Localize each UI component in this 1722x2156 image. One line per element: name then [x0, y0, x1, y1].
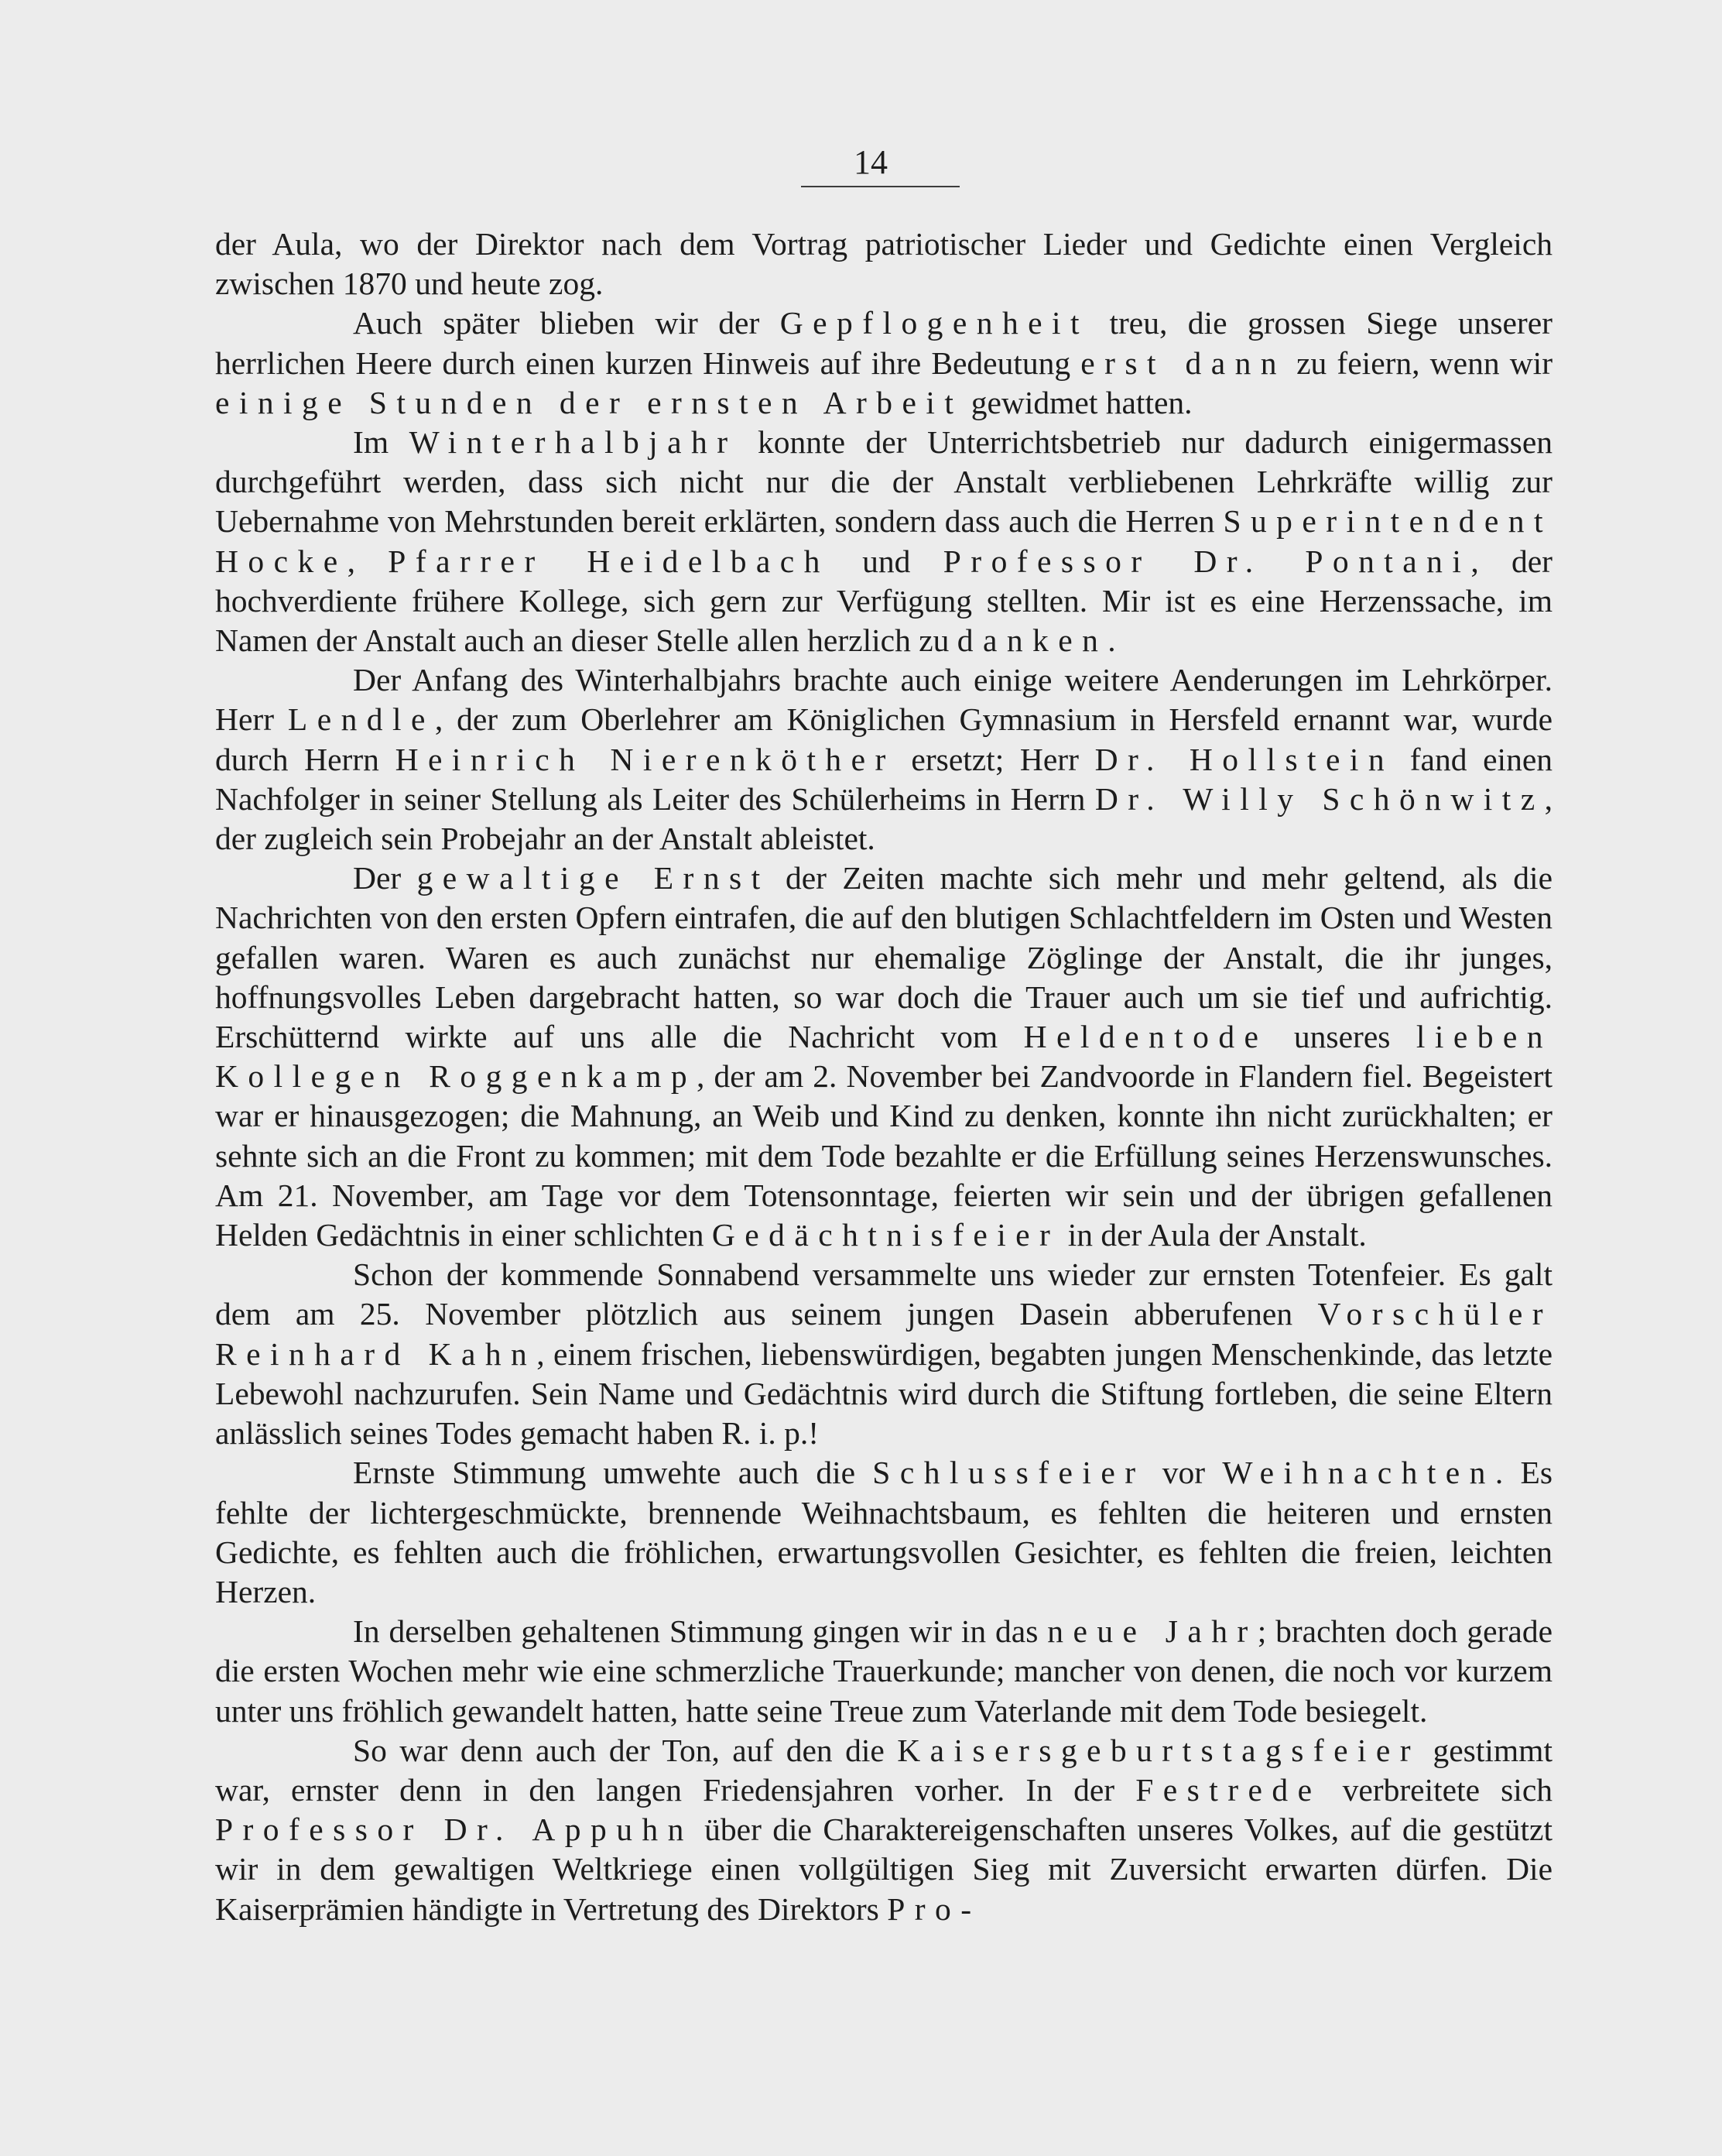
text-run: Der	[353, 860, 417, 896]
spaced-emphasis: erst dann	[1080, 344, 1287, 381]
spaced-emphasis: Gepflogenheit	[779, 305, 1089, 341]
paragraph	[215, 1453, 1553, 1612]
text-run: gestimmt war, ernster denn in den langen Friedensjahren vorher. In der	[215, 1732, 1553, 1808]
text-run: zu feiern, wenn wir	[1286, 344, 1553, 381]
text-run: . Es fehlte der lichtergeschmückte, brennende Weihnachtsbaum, es fehlten die heiteren und ernsten Gedichte, es fehlten auch die fröhlichen, erwartungsvollen Gesichter, es fehlten die freien, leichten Herzen.	[215, 1455, 1553, 1609]
text-run: ; brachten doch gerade die ersten Wochen mehr wie eine schmerzliche Trauerkunde; mancher von denen, die noch vor kurzem unter uns fröhlich gewandelt hatten, hatte seine Treue zum Vaterlande mit dem Tode besiegelt.	[215, 1613, 1553, 1729]
text-run: So war denn auch der Ton, auf den die	[353, 1732, 898, 1768]
spaced-emphasis: Superintendent Hocke	[215, 503, 1553, 579]
spaced-emphasis: einige Stunden der ernsten Arbeit	[215, 384, 964, 420]
text-run: Schon der kommende Sonnabend versammelte uns wieder zur ernsten Totenfeier. Es galt dem am 25. November plötzlich aus seinem jungen Dasein abberufenen	[215, 1256, 1553, 1332]
text-run: verbreitete sich	[1321, 1771, 1553, 1808]
paragraph	[215, 1731, 1553, 1929]
text-run: , der hochverdiente frühere Kollege, sich gern zur Verfügung stellten. Mir ist es eine Herzenssache, im Namen der Anstalt auch an dieser Stelle allen herzlich zu	[215, 543, 1553, 659]
spaced-emphasis: lieben Kollegen Roggenkamp	[215, 1019, 1553, 1095]
text-run: ,	[347, 543, 389, 579]
spaced-emphasis: Schlussfeier	[872, 1455, 1145, 1491]
spaced-emphasis: Heinrich Nierenköther	[395, 741, 895, 777]
spaced-emphasis: Professor Dr. Pontani	[943, 543, 1471, 579]
text-run: und	[829, 543, 943, 579]
spaced-emphasis: Winterhalbjahr	[409, 424, 738, 461]
spaced-emphasis: Weihnachten	[1222, 1455, 1495, 1491]
spaced-emphasis: Pfarrer Heidelbach	[388, 543, 830, 579]
spaced-emphasis: Lendle	[287, 701, 435, 738]
paragraph	[215, 660, 1553, 859]
text-run: .	[1107, 622, 1116, 659]
text-run: über die Charaktereigenschaften unseres Volkes, auf die gestützt wir in dem gewaltigen Weltkriege einen vollgültigen Sieg mit Zuversicht erwarten dürfen. Die Kaiserprämien händigte in Vertretung des Direktors	[215, 1812, 1553, 1927]
body-text	[215, 225, 1553, 1929]
spaced-emphasis: danken	[957, 622, 1108, 659]
text-run: ersetzt; Herr	[895, 741, 1095, 777]
spaced-emphasis: Dr. Hollstein	[1094, 741, 1395, 777]
page-number-rule	[801, 186, 960, 187]
text-run: der Aula, wo der Direktor nach dem Vortrag patriotischer Lieder und Gedichte einen Vergleich zwischen 1870 und heute zog.	[215, 226, 1553, 302]
page-number: 14	[854, 143, 888, 181]
paragraph	[215, 303, 1553, 423]
text-run: vor	[1145, 1455, 1223, 1491]
spaced-emphasis: Festrede	[1135, 1771, 1322, 1808]
text-run: in der Aula der Anstalt.	[1060, 1217, 1367, 1253]
text-run: fand einen Nachfolger in seiner Stellung als Leiter des Schülerheims in Herrn	[215, 741, 1553, 817]
paragraph	[215, 423, 1553, 660]
spaced-emphasis: Kaisersgeburtstagsfeier	[897, 1732, 1421, 1768]
text-run: Ernste Stimmung umwehte auch die	[353, 1455, 873, 1491]
text-run: Auch später blieben wir der	[353, 305, 780, 341]
spaced-emphasis: neue Jahr	[1047, 1613, 1258, 1650]
text-run: , einem frischen, liebenswürdigen, begabten jungen Menschenkinde, das letzte Lebewohl nachzurufen. Sein Name und Gedächtnis wird durch die Stiftung fortleben, die seine Eltern anlässlich seines Todes gemacht haben R. i. p.!	[215, 1335, 1553, 1452]
text-run: , der zum Oberlehrer am Königlichen Gymnasium in Hersfeld ernannt war, wurde durch Herrn	[215, 701, 1553, 777]
text-run: , der zugleich sein Probejahr an der Anstalt ableistet.	[215, 780, 1553, 857]
paragraph	[215, 859, 1553, 1255]
spaced-emphasis: Pro-	[887, 1890, 981, 1927]
text-run: unseres	[1268, 1019, 1416, 1055]
text-run: gewidmet hatten.	[963, 384, 1193, 420]
text-run: konnte der Unterrichtsbetrieb nur dadurch einigermassen durchgeführt werden, dass sich nicht nur die der Anstalt verbliebenen Lehrkräfte willig zur Uebernahme von Mehrstunden bereit erklärten, sondern dass auch die Herren	[215, 424, 1553, 540]
spaced-emphasis: Heldentode	[1023, 1019, 1268, 1055]
text-run: In derselben gehaltenen Stimmung gingen wir in das	[353, 1613, 1048, 1650]
text-run: Im	[353, 424, 409, 461]
spaced-emphasis: Vorschüler Reinhard Kahn	[215, 1296, 1553, 1372]
text-run: , der am 2. November bei Zandvoorde in Flandern fiel. Begeistert war er hinausgezogen; die Mahnung, an Weib und Kind zu denken, konnte ihn nicht zurückhalten; er sehnte sich an die Front zu kommen; mit dem Tode bezahlte er die Erfüllung seines Herzenswunsches. Am 21. November, am Tage vor dem Totensonntage, feierten wir sein und der übrigen gefallenen Helden Gedächtnis in einer schlichten	[215, 1058, 1553, 1253]
spaced-emphasis: gewaltige Ernst	[416, 860, 770, 896]
spaced-emphasis: Professor Dr. Appuhn	[215, 1812, 693, 1848]
text-run: treu, die grossen Siege unserer herrlichen Heere durch einen kurzen Hinweis auf ihre Bedeutung	[215, 305, 1553, 381]
spaced-emphasis: Gedächtnisfeier	[711, 1217, 1060, 1253]
text-run: der Zeiten machte sich mehr und mehr geltend, als die Nachrichten von den ersten Opfern eintrafen, die auf den blutigen Schlachtfeldern im Osten und Westen gefallen waren. Waren es auch zunächst nur ehemalige Zöglinge der Anstalt, die ihr junges, hoffnungsvolles Leben dargebracht hatten, so war doch die Trauer auch um sie tief und aufrichtig. Erschütternd wirkte auf uns alle die Nachricht vom	[215, 860, 1553, 1055]
paragraph	[215, 1612, 1553, 1731]
spaced-emphasis: Dr. Willy Schönwitz	[1094, 780, 1545, 817]
paragraph	[215, 225, 1553, 303]
text-run: Der Anfang des Winterhalbjahrs brachte auch einige weitere Aenderungen im Lehrkörper. Herr	[215, 662, 1553, 738]
paragraph	[215, 1255, 1553, 1453]
